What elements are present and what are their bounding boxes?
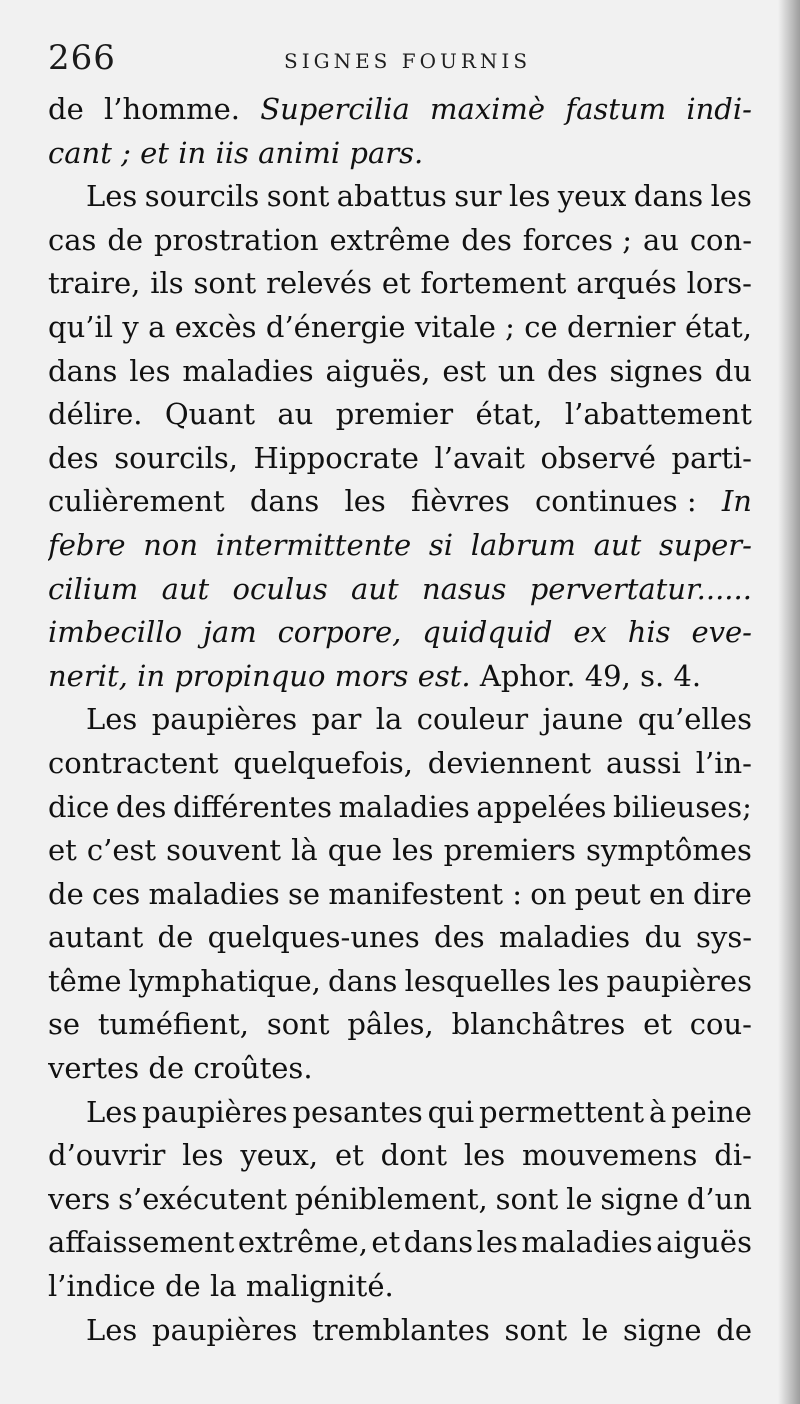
text-line bbox=[48, 480, 752, 524]
word: iis bbox=[215, 135, 249, 170]
word: aut bbox=[593, 527, 642, 562]
word: tême bbox=[48, 963, 122, 998]
word: les bbox=[558, 963, 600, 998]
word: bilieuses; bbox=[613, 789, 752, 824]
word: est bbox=[442, 353, 487, 388]
word: Les bbox=[86, 1094, 138, 1129]
word: premier bbox=[335, 397, 454, 432]
word: pesantes bbox=[292, 1094, 423, 1129]
paragraph bbox=[48, 88, 752, 175]
word: la bbox=[209, 1269, 237, 1304]
word: les bbox=[710, 179, 752, 214]
word: et bbox=[140, 135, 169, 170]
text-line bbox=[48, 611, 752, 655]
word: oculus bbox=[232, 571, 328, 606]
word: et bbox=[48, 833, 77, 868]
text-line bbox=[48, 1221, 752, 1265]
word: qu’elles bbox=[637, 702, 752, 737]
word: par bbox=[311, 702, 362, 737]
word: sourcils, bbox=[114, 440, 238, 475]
text-line bbox=[48, 786, 752, 830]
word: continues : bbox=[534, 484, 697, 519]
word: d’ouvrir bbox=[48, 1138, 166, 1173]
word: lors- bbox=[686, 266, 752, 301]
word: les bbox=[463, 1138, 506, 1173]
word: aut bbox=[351, 571, 399, 606]
text-line bbox=[48, 1003, 752, 1047]
word: Les bbox=[86, 179, 138, 214]
word: signes bbox=[609, 353, 703, 388]
word: 49, bbox=[584, 658, 631, 693]
word: premiers bbox=[443, 833, 576, 868]
text-line bbox=[48, 873, 752, 917]
word: extrême, bbox=[237, 1225, 368, 1260]
word: dernier bbox=[567, 309, 676, 344]
word: contractent bbox=[48, 745, 219, 780]
word: quidquid bbox=[422, 615, 553, 650]
word: aussi bbox=[605, 745, 681, 780]
word: dans bbox=[328, 963, 398, 998]
word: dice bbox=[48, 789, 110, 824]
word: mors bbox=[334, 658, 409, 693]
word: propinquo bbox=[174, 658, 326, 693]
word: et bbox=[643, 1007, 672, 1042]
word: In bbox=[721, 484, 752, 519]
word: sont bbox=[193, 266, 257, 301]
word: du bbox=[644, 920, 682, 955]
word: délire. bbox=[48, 397, 143, 432]
word: croûtes. bbox=[193, 1051, 313, 1086]
word: lymphatique, bbox=[128, 963, 321, 998]
word: aiguës, bbox=[325, 353, 431, 388]
body-text bbox=[48, 88, 752, 1352]
word: non bbox=[143, 527, 199, 562]
word: aut bbox=[161, 571, 210, 606]
word: en bbox=[648, 876, 685, 911]
word: quelquefois, bbox=[233, 745, 413, 780]
word: dans bbox=[249, 484, 320, 519]
text-line bbox=[48, 175, 752, 219]
running-title: SIGNES FOURNIS bbox=[284, 49, 532, 73]
word: les bbox=[392, 833, 434, 868]
word: cou- bbox=[689, 1007, 752, 1042]
word: de bbox=[164, 1269, 201, 1304]
word: observé bbox=[540, 440, 656, 475]
word: culièrement bbox=[48, 484, 225, 519]
word: fièvres bbox=[410, 484, 510, 519]
paragraph bbox=[48, 175, 752, 698]
text-line bbox=[48, 262, 752, 306]
word: relevés bbox=[266, 266, 372, 301]
word: jam bbox=[202, 615, 257, 650]
text-line bbox=[48, 219, 752, 263]
word: dont bbox=[380, 1138, 447, 1173]
word: l’in- bbox=[695, 745, 752, 780]
word: sourcils bbox=[144, 179, 260, 214]
word: maladies bbox=[521, 1225, 653, 1260]
word: prostration bbox=[153, 222, 319, 257]
text-line bbox=[48, 437, 752, 481]
text-line bbox=[48, 1047, 752, 1091]
word: quelques-unes bbox=[207, 920, 420, 955]
word: tuméfient, bbox=[97, 1007, 249, 1042]
word: d’énergie bbox=[265, 309, 406, 344]
word: excès bbox=[174, 309, 257, 344]
word: corpore, bbox=[277, 615, 402, 650]
word: et bbox=[371, 1225, 401, 1260]
word: yeux, bbox=[240, 1138, 319, 1173]
paragraph bbox=[48, 1309, 752, 1353]
word: his bbox=[627, 615, 671, 650]
word: couleur bbox=[416, 702, 529, 737]
word: malignité. bbox=[245, 1269, 394, 1304]
word: les bbox=[129, 353, 171, 388]
word: vers bbox=[48, 1181, 111, 1216]
word: ce bbox=[524, 309, 558, 344]
word: les bbox=[476, 1225, 518, 1260]
word: des bbox=[434, 920, 485, 955]
word: état, bbox=[684, 309, 752, 344]
word: maladies bbox=[338, 789, 470, 824]
word: maladies bbox=[498, 920, 631, 955]
paragraph bbox=[48, 1091, 752, 1309]
word: in bbox=[137, 658, 166, 693]
word: abattus bbox=[336, 179, 447, 214]
word: nasus bbox=[421, 571, 507, 606]
word: symptômes bbox=[585, 833, 752, 868]
word: de bbox=[48, 92, 84, 126]
word: s’exécutent bbox=[118, 1181, 287, 1216]
word: sur bbox=[454, 179, 502, 214]
word: yeux bbox=[557, 179, 627, 214]
word: de bbox=[48, 876, 84, 911]
word: des bbox=[461, 222, 512, 257]
page-edge-shadow bbox=[778, 0, 800, 1404]
word: signe bbox=[623, 1312, 702, 1347]
word: péniblement, bbox=[294, 1181, 488, 1216]
paragraph bbox=[48, 698, 752, 1090]
word: dans bbox=[633, 179, 704, 214]
word: labrum bbox=[470, 527, 576, 562]
word: di- bbox=[714, 1138, 752, 1173]
word: l’homme. bbox=[103, 92, 240, 126]
word: souvent bbox=[166, 833, 282, 868]
word: arqués bbox=[576, 266, 677, 301]
word: l’indice bbox=[48, 1269, 156, 1304]
word: in bbox=[178, 135, 207, 170]
word: des bbox=[547, 353, 598, 388]
word: imbecillo bbox=[48, 615, 183, 650]
word: paupières bbox=[606, 963, 752, 998]
word: dire bbox=[693, 876, 752, 911]
word: à bbox=[648, 1094, 667, 1129]
word: forces ; bbox=[522, 222, 633, 257]
word: cas bbox=[48, 222, 97, 257]
word: paupières bbox=[151, 702, 298, 737]
word: Quant bbox=[164, 397, 255, 432]
word: sont bbox=[266, 179, 330, 214]
word: l’avait bbox=[434, 440, 525, 475]
text-line bbox=[48, 88, 752, 132]
word: maladies bbox=[182, 353, 314, 388]
word: Les bbox=[86, 1312, 138, 1347]
word: d’un bbox=[686, 1181, 752, 1216]
word: animi bbox=[258, 135, 341, 170]
word: autant bbox=[48, 920, 144, 955]
word: vitale ; bbox=[414, 309, 515, 344]
word: blanchâtres bbox=[451, 1007, 626, 1042]
word: qui bbox=[427, 1094, 475, 1129]
text-line bbox=[48, 132, 752, 176]
word: si bbox=[428, 527, 454, 562]
word: pars. bbox=[349, 135, 424, 170]
word: sys- bbox=[696, 920, 752, 955]
page-number: 266 bbox=[48, 38, 116, 78]
word: tremblantes bbox=[312, 1312, 490, 1347]
word: un bbox=[497, 353, 536, 388]
word: dans bbox=[48, 353, 118, 388]
word: peut bbox=[574, 876, 641, 911]
word: sont bbox=[266, 1007, 330, 1042]
word: affaissement bbox=[48, 1225, 235, 1260]
word: ces bbox=[91, 876, 141, 911]
word: au bbox=[642, 222, 679, 257]
word: mouvemens bbox=[522, 1138, 698, 1173]
word: Hippocrate bbox=[253, 440, 419, 475]
word: les bbox=[182, 1138, 224, 1173]
word: nerit, bbox=[48, 658, 128, 693]
word: lesquelles bbox=[404, 963, 551, 998]
text-line bbox=[48, 568, 752, 612]
word: se bbox=[48, 1007, 81, 1042]
word: a bbox=[148, 309, 166, 344]
word: intermittente bbox=[215, 527, 412, 562]
word: le bbox=[566, 1181, 593, 1216]
word: s. 4. bbox=[640, 658, 702, 693]
word: con- bbox=[689, 222, 752, 257]
word: là bbox=[291, 833, 318, 868]
word: paupières bbox=[142, 1094, 288, 1129]
word: maladies bbox=[148, 876, 280, 911]
word: se bbox=[288, 876, 321, 911]
word: différentes bbox=[172, 789, 332, 824]
text-line bbox=[48, 829, 752, 873]
word: le bbox=[581, 1312, 609, 1347]
word: pâles, bbox=[347, 1007, 434, 1042]
word: maximè bbox=[430, 92, 546, 126]
word: est. bbox=[417, 658, 471, 693]
word: l’abattement bbox=[564, 397, 752, 432]
text-line bbox=[48, 916, 752, 960]
word: on bbox=[530, 876, 567, 911]
word: febre bbox=[48, 527, 126, 562]
word: que bbox=[327, 833, 383, 868]
word: les bbox=[344, 484, 386, 519]
text-line bbox=[48, 742, 752, 786]
text-line bbox=[48, 306, 752, 350]
text-line bbox=[48, 960, 752, 1004]
word: des bbox=[48, 440, 99, 475]
word: super- bbox=[658, 527, 752, 562]
word: eve- bbox=[691, 615, 752, 650]
word: de bbox=[157, 920, 194, 955]
word: Supercilia bbox=[260, 92, 410, 126]
word: manifestent : bbox=[328, 876, 522, 911]
word: fortement bbox=[420, 266, 567, 301]
word: permettent bbox=[479, 1094, 645, 1129]
word: sont bbox=[495, 1181, 559, 1216]
word: et bbox=[381, 266, 411, 301]
word: au bbox=[277, 397, 314, 432]
text-line bbox=[48, 1091, 752, 1135]
word: peine bbox=[671, 1094, 752, 1129]
word: appelées bbox=[476, 789, 607, 824]
text-line bbox=[48, 1178, 752, 1222]
text-line bbox=[48, 524, 752, 568]
word: pervertatur...... bbox=[529, 571, 752, 606]
word: extrême bbox=[329, 222, 451, 257]
word: ex bbox=[573, 615, 607, 650]
text-line bbox=[48, 350, 752, 394]
word: indi- bbox=[686, 92, 752, 126]
page-header bbox=[48, 38, 748, 88]
word: paupières bbox=[152, 1312, 298, 1347]
word: signe bbox=[600, 1181, 679, 1216]
word: de bbox=[107, 222, 144, 257]
word: vertes bbox=[48, 1051, 140, 1086]
text-line bbox=[48, 1134, 752, 1178]
text-line bbox=[48, 655, 752, 699]
word: ils bbox=[150, 266, 184, 301]
word: dans bbox=[403, 1225, 474, 1260]
word: du bbox=[714, 353, 752, 388]
word: de bbox=[716, 1312, 752, 1347]
word: la bbox=[375, 702, 403, 737]
word: les bbox=[509, 179, 551, 214]
word: parti- bbox=[671, 440, 752, 475]
word: Aphor. bbox=[479, 658, 576, 693]
word: c’est bbox=[86, 833, 157, 868]
word: qu’il bbox=[48, 309, 114, 344]
word: et bbox=[334, 1138, 364, 1173]
word: des bbox=[115, 789, 167, 824]
word: aiguës bbox=[656, 1225, 752, 1260]
word: deviennent bbox=[427, 745, 592, 780]
word: cant ; bbox=[48, 135, 131, 170]
word: de bbox=[148, 1051, 185, 1086]
word: Les bbox=[86, 702, 138, 737]
word: sont bbox=[504, 1312, 568, 1347]
word: jaune bbox=[542, 702, 624, 737]
text-line bbox=[48, 1265, 752, 1309]
word: traire, bbox=[48, 266, 141, 301]
text-line bbox=[48, 1309, 752, 1353]
text-line bbox=[48, 393, 752, 437]
word: état, bbox=[475, 397, 543, 432]
text-line bbox=[48, 698, 752, 742]
word: y bbox=[122, 309, 139, 344]
word: cilium bbox=[48, 571, 139, 606]
word: fastum bbox=[565, 92, 667, 126]
